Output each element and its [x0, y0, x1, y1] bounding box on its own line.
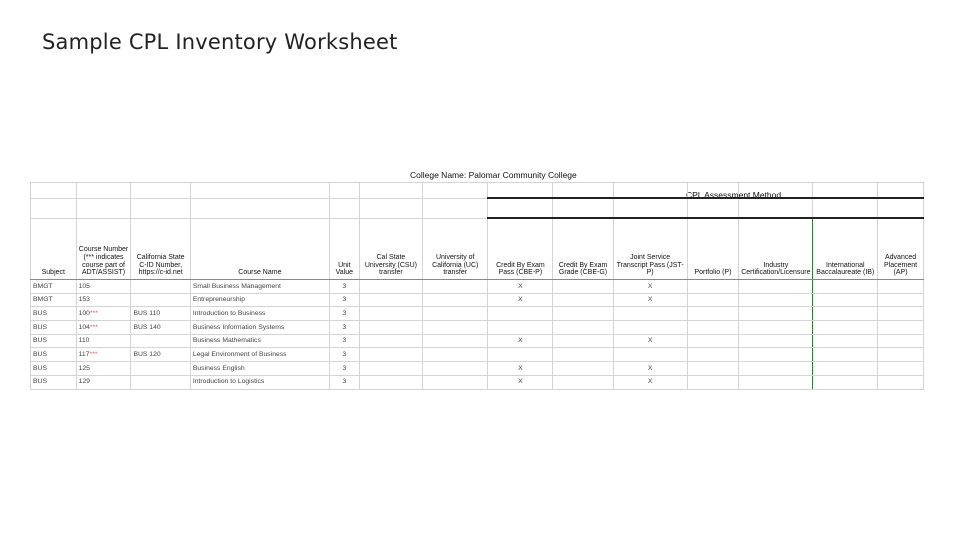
- header-unit-value: Unit Value: [329, 218, 359, 280]
- cell-jst-pass: [613, 307, 687, 321]
- cell-unit-value: [329, 348, 359, 362]
- cell-cbe-pass-text: X: [518, 296, 523, 304]
- cell-portfolio: [687, 321, 739, 335]
- cell-cid-number-text: BUS 120: [133, 351, 161, 359]
- cell-unit-value: [329, 307, 359, 321]
- cell-course-number: [76, 348, 131, 362]
- cell-course-number: [76, 375, 131, 389]
- cell-ap: [878, 334, 924, 348]
- cell-course-number: [76, 293, 131, 307]
- cell-subject-text: BUS: [33, 337, 47, 345]
- cell-ap: [878, 293, 924, 307]
- cell-course-name: [190, 362, 329, 376]
- cell-ib: [813, 334, 878, 348]
- cell-course-name: [190, 280, 329, 294]
- cell-cbe-pass: [488, 334, 553, 348]
- cell-ib: [813, 321, 878, 335]
- cell-ib: [813, 362, 878, 376]
- cell-course-number-text: 104: [78, 323, 90, 331]
- header-jst-pass: Joint Service Transcript Pass (JST-P): [613, 218, 687, 280]
- cell-cid-number: [131, 307, 190, 321]
- header-industry-cert: Industry Certification/Licensure: [739, 218, 813, 280]
- cell-jst-pass-text: X: [647, 378, 653, 386]
- cell-industry-cert: [739, 362, 813, 376]
- cell-jst-pass: [613, 375, 687, 389]
- cell-course-name-text: Entrepreneurship: [192, 296, 246, 304]
- cell-cbe-pass-text: X: [518, 282, 523, 290]
- adt-assist-marker: ***: [89, 351, 98, 359]
- cell-csu-transfer: [359, 321, 422, 335]
- cell-unit-value-text: 3: [342, 351, 347, 359]
- college-name: College Name: Palomar Community College: [410, 170, 577, 180]
- cell-course-name: [190, 375, 329, 389]
- cell-course-name-text: Small Business Management: [192, 282, 281, 290]
- table-row: [31, 334, 924, 348]
- cell-course-number: [76, 362, 131, 376]
- cell-course-name-text: Business Mathematics: [192, 337, 261, 345]
- slide-title: Sample CPL Inventory Worksheet: [42, 30, 398, 54]
- cell-cbe-grade: [553, 334, 613, 348]
- cell-course-number-text: 117: [78, 351, 90, 359]
- cell-course-number: [76, 307, 131, 321]
- cell-unit-value-text: 3: [342, 337, 347, 345]
- cell-unit-value-text: 3: [342, 282, 347, 290]
- header-cid-number: California State C-ID Number, https://c-id.net: [131, 218, 190, 280]
- cell-course-number: [76, 334, 131, 348]
- cell-uc-transfer: [423, 348, 488, 362]
- cell-cid-number: [131, 362, 190, 376]
- cell-cid-number: [131, 348, 190, 362]
- cell-course-name: [190, 334, 329, 348]
- cell-jst-pass: [613, 362, 687, 376]
- table-row: [31, 280, 924, 294]
- cell-subject-text: BUS: [33, 364, 47, 372]
- cell-cbe-pass: [488, 307, 553, 321]
- cell-unit-value-text: 3: [342, 364, 347, 372]
- header-ib: International Baccalaureate (IB): [813, 218, 878, 280]
- cell-unit-value: [329, 375, 359, 389]
- cell-cbe-pass: [488, 375, 553, 389]
- cell-jst-pass: [613, 348, 687, 362]
- cell-subject: [31, 307, 77, 321]
- cell-course-name-text: Business Information Systems: [192, 323, 285, 331]
- adt-assist-marker: ***: [89, 323, 98, 331]
- cell-subject: [31, 375, 77, 389]
- cell-industry-cert: [739, 293, 813, 307]
- cell-subject: [31, 334, 77, 348]
- cell-course-number-text: 125: [78, 364, 90, 372]
- cell-cid-number: [131, 375, 190, 389]
- cell-course-number: [76, 321, 131, 335]
- header-portfolio: Portfolio (P): [687, 218, 739, 280]
- cell-subject-text: BMGT: [33, 282, 53, 290]
- cell-course-number: [76, 280, 131, 294]
- adt-assist-marker: ***: [89, 309, 98, 317]
- cell-subject-text: BUS: [33, 351, 47, 359]
- cell-unit-value-text: 3: [342, 378, 347, 386]
- cell-course-name-text: Introduction to Logistics: [192, 378, 265, 386]
- cell-portfolio: [687, 280, 739, 294]
- cell-industry-cert: [739, 280, 813, 294]
- cell-cbe-pass-text: X: [518, 364, 523, 372]
- cell-unit-value-text: 3: [342, 323, 347, 331]
- cell-course-name: [190, 293, 329, 307]
- cell-subject: [31, 362, 77, 376]
- table-row: [31, 362, 924, 376]
- cell-cbe-grade: [553, 348, 613, 362]
- cell-course-name-text: Legal Environment of Business: [192, 351, 287, 359]
- cell-course-name: [190, 307, 329, 321]
- cell-course-name: [190, 348, 329, 362]
- cell-ap: [878, 348, 924, 362]
- cell-subject: [31, 293, 77, 307]
- header-ap: Advanced Placement (AP): [878, 218, 924, 280]
- cell-csu-transfer: [359, 293, 422, 307]
- cell-subject: [31, 280, 77, 294]
- cell-course-number-text: 105: [78, 282, 90, 290]
- header-cbe-grade: Credit By Exam Grade (CBE-G): [553, 218, 613, 280]
- assessment-method-title: CPL Assessment Method: [686, 190, 782, 200]
- cell-ap: [878, 375, 924, 389]
- cell-csu-transfer: [359, 375, 422, 389]
- cell-cbe-pass: [488, 293, 553, 307]
- cell-ap: [878, 321, 924, 335]
- cell-ap: [878, 362, 924, 376]
- cell-course-name-text: Business English: [192, 364, 245, 372]
- cell-uc-transfer: [423, 334, 488, 348]
- cell-uc-transfer: [423, 293, 488, 307]
- cell-cbe-pass: [488, 348, 553, 362]
- cell-uc-transfer: [423, 362, 488, 376]
- inventory-worksheet: [30, 164, 924, 386]
- table-row: [31, 321, 924, 335]
- cell-cid-number-text: BUS 140: [133, 323, 161, 331]
- cell-csu-transfer: [359, 334, 422, 348]
- cell-subject-text: BMGT: [33, 296, 53, 304]
- cell-csu-transfer: [359, 307, 422, 321]
- header-uc-transfer: University of California (UC) transfer: [423, 218, 488, 280]
- cell-ib: [813, 375, 878, 389]
- cell-jst-pass-text: X: [647, 296, 653, 304]
- header-course-name: Course Name: [190, 218, 329, 280]
- cell-cbe-pass: [488, 321, 553, 335]
- cell-cid-number: [131, 334, 190, 348]
- cell-jst-pass-text: X: [647, 364, 653, 372]
- cell-course-number-text: 100: [78, 309, 90, 317]
- cell-cbe-grade: [553, 280, 613, 294]
- cell-jst-pass: [613, 334, 687, 348]
- cell-cbe-grade: [553, 362, 613, 376]
- header-subject: Subject: [31, 218, 77, 280]
- cell-course-name-text: Introduction to Business: [192, 309, 266, 317]
- cell-unit-value: [329, 334, 359, 348]
- cell-course-number-text: 153: [78, 296, 90, 304]
- cell-cbe-pass: [488, 280, 553, 294]
- cell-subject-text: BUS: [33, 323, 47, 331]
- cell-ib: [813, 348, 878, 362]
- cell-industry-cert: [739, 348, 813, 362]
- blank-row: [31, 183, 924, 199]
- cell-jst-pass-text: X: [647, 337, 653, 345]
- cell-industry-cert: [739, 375, 813, 389]
- cell-course-number-text: 129: [78, 378, 90, 386]
- cell-course-number-text: 110: [78, 337, 90, 345]
- cell-csu-transfer: [359, 280, 422, 294]
- column-header-row: [31, 218, 924, 280]
- cell-unit-value: [329, 293, 359, 307]
- table-row: [31, 348, 924, 362]
- cell-jst-pass-text: X: [647, 282, 653, 290]
- cell-jst-pass: [613, 280, 687, 294]
- cell-course-name: [190, 321, 329, 335]
- cell-industry-cert: [739, 334, 813, 348]
- cell-uc-transfer: [423, 321, 488, 335]
- table-row: [31, 293, 924, 307]
- worksheet-table: [30, 182, 924, 390]
- header-cbe-pass: Credit By Exam Pass (CBE-P): [488, 218, 553, 280]
- cell-ib: [813, 293, 878, 307]
- header-csu-transfer: Cal State University (CSU) transfer: [359, 218, 422, 280]
- cell-csu-transfer: [359, 362, 422, 376]
- cell-cbe-grade: [553, 307, 613, 321]
- cell-subject: [31, 348, 77, 362]
- cell-unit-value: [329, 321, 359, 335]
- cell-subject: [31, 321, 77, 335]
- cell-uc-transfer: [423, 307, 488, 321]
- cell-cid-number: [131, 280, 190, 294]
- cell-portfolio: [687, 293, 739, 307]
- cell-ib: [813, 280, 878, 294]
- cell-industry-cert: [739, 321, 813, 335]
- cell-cbe-grade: [553, 321, 613, 335]
- cell-cbe-pass-text: X: [518, 337, 523, 345]
- cell-cbe-pass-text: X: [518, 378, 523, 386]
- cell-unit-value: [329, 362, 359, 376]
- header-course-number: Course Number (*** indicates course part of ADT/ASSIST): [76, 218, 131, 280]
- cell-jst-pass: [613, 321, 687, 335]
- cell-ib: [813, 307, 878, 321]
- cell-portfolio: [687, 362, 739, 376]
- table-row: [31, 307, 924, 321]
- cell-ap: [878, 280, 924, 294]
- cell-csu-transfer: [359, 348, 422, 362]
- cell-cbe-grade: [553, 293, 613, 307]
- group-header-row: [31, 198, 924, 218]
- cell-unit-value-text: 3: [342, 296, 347, 304]
- cell-cid-number: [131, 293, 190, 307]
- cell-uc-transfer: [423, 280, 488, 294]
- cell-portfolio: [687, 334, 739, 348]
- cell-cid-number-text: BUS 110: [133, 309, 161, 317]
- cell-portfolio: [687, 307, 739, 321]
- cell-cid-number: [131, 321, 190, 335]
- cell-uc-transfer: [423, 375, 488, 389]
- cell-jst-pass: [613, 293, 687, 307]
- cell-cbe-pass: [488, 362, 553, 376]
- table-row: [31, 375, 924, 389]
- cell-portfolio: [687, 375, 739, 389]
- cell-unit-value-text: 3: [342, 309, 347, 317]
- cell-subject-text: BUS: [33, 309, 47, 317]
- cell-subject-text: BUS: [33, 378, 47, 386]
- cell-portfolio: [687, 348, 739, 362]
- cell-industry-cert: [739, 307, 813, 321]
- cell-cbe-grade: [553, 375, 613, 389]
- cell-unit-value: [329, 280, 359, 294]
- cell-ap: [878, 307, 924, 321]
